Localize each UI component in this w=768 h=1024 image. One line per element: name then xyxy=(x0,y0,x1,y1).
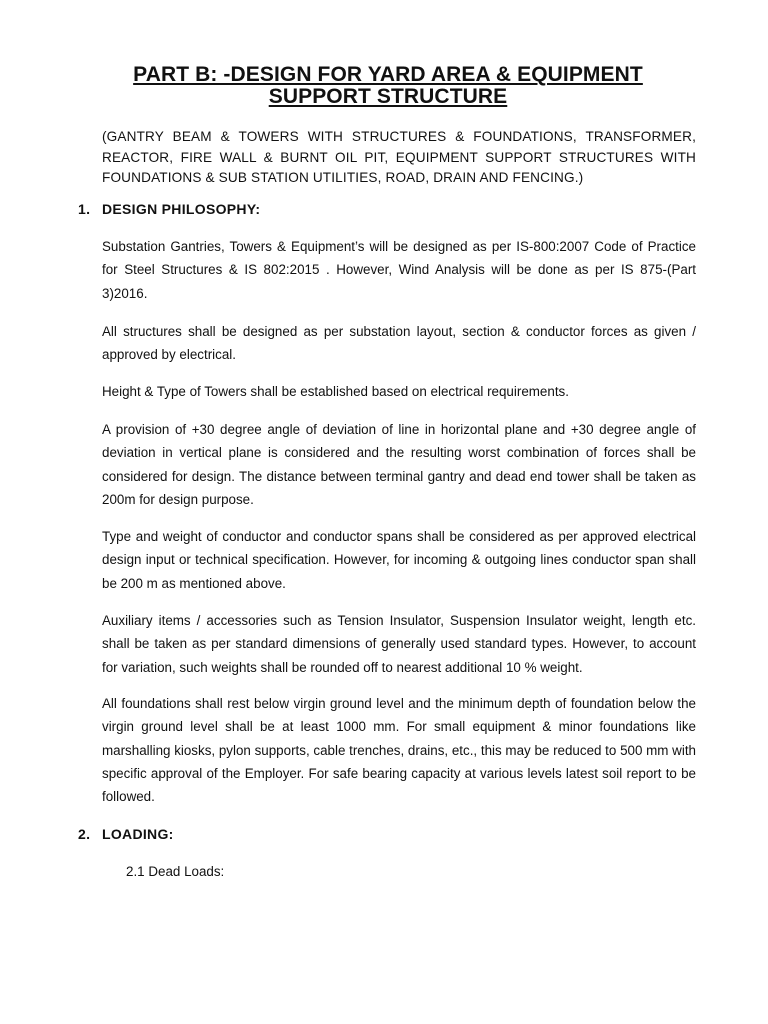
section-heading-design-philosophy xyxy=(78,201,260,217)
paragraph: Height & Type of Towers shall be established based on electrical requirements. xyxy=(102,384,569,399)
section-number: 1. xyxy=(78,201,91,217)
paragraph: All foundations shall rest below virgin ground level and the minimum depth of foundation below the virgin ground level shall be at least 1000 mm. For small equipment & minor foundations like marshalling kiosks, pylon supports, cable trenches, drains, etc., this may be reduced to 500 mm with specific approval of the Employer. For safe bearing capacity at various levels latest soil report to be followed. xyxy=(102,696,696,805)
paragraph: Auxiliary items / accessories such as Tension Insulator, Suspension Insulator weight, length etc. shall be taken as per standard dimensions of generally used standard types. However, to account for variation, such weights shall be rounded off to nearest additional 10 % weight. xyxy=(102,613,696,675)
section-heading-loading xyxy=(78,826,174,842)
section-title: LOADING: xyxy=(102,826,174,842)
subsection-heading-dead-loads: 2.1 Dead Loads: xyxy=(126,864,225,879)
section-number: 2. xyxy=(78,826,91,842)
document-title xyxy=(78,64,698,86)
title-line-1: PART B: -DESIGN FOR YARD AREA & EQUIPMENT xyxy=(133,63,643,86)
paragraph: Type and weight of conductor and conductor spans shall be considered as per approved electrical design input or technical specification. However, for incoming & outgoing lines conductor span shall be 200 m as mentioned above. xyxy=(102,529,696,591)
paragraph: Substation Gantries, Towers & Equipment’s will be designed as per IS-800:2007 Code of Practice for Steel Structures & IS 802:2015 . However, Wind Analysis will be done as per IS 875-(Part 3)2016. xyxy=(102,239,696,301)
paragraph: All structures shall be designed as per substation layout, section & conductor forces as given / approved by electrical. xyxy=(102,324,696,363)
scope-note: (GANTRY BEAM & TOWERS WITH STRUCTURES & FOUNDATIONS, TRANSFORMER, REACTOR, FIRE WALL & BURNT OIL PIT, EQUIPMENT SUPPORT STRUCTURES WITH FOUNDATIONS & SUB STATION UTILITIES, ROAD, DRAIN AND FENCING.) xyxy=(102,129,696,185)
title-line-2: SUPPORT STRUCTURE xyxy=(268,85,508,108)
section-title: DESIGN PHILOSOPHY: xyxy=(102,201,261,217)
paragraph: A provision of +30 degree angle of deviation of line in horizontal plane and +30 degree angle of deviation in vertical plane is considered and the resulting worst combination of forces shall be considered for design. The distance between terminal gantry and dead end tower shall be taken as 200m for design purpose. xyxy=(102,422,696,507)
document-title-continued xyxy=(78,86,698,108)
